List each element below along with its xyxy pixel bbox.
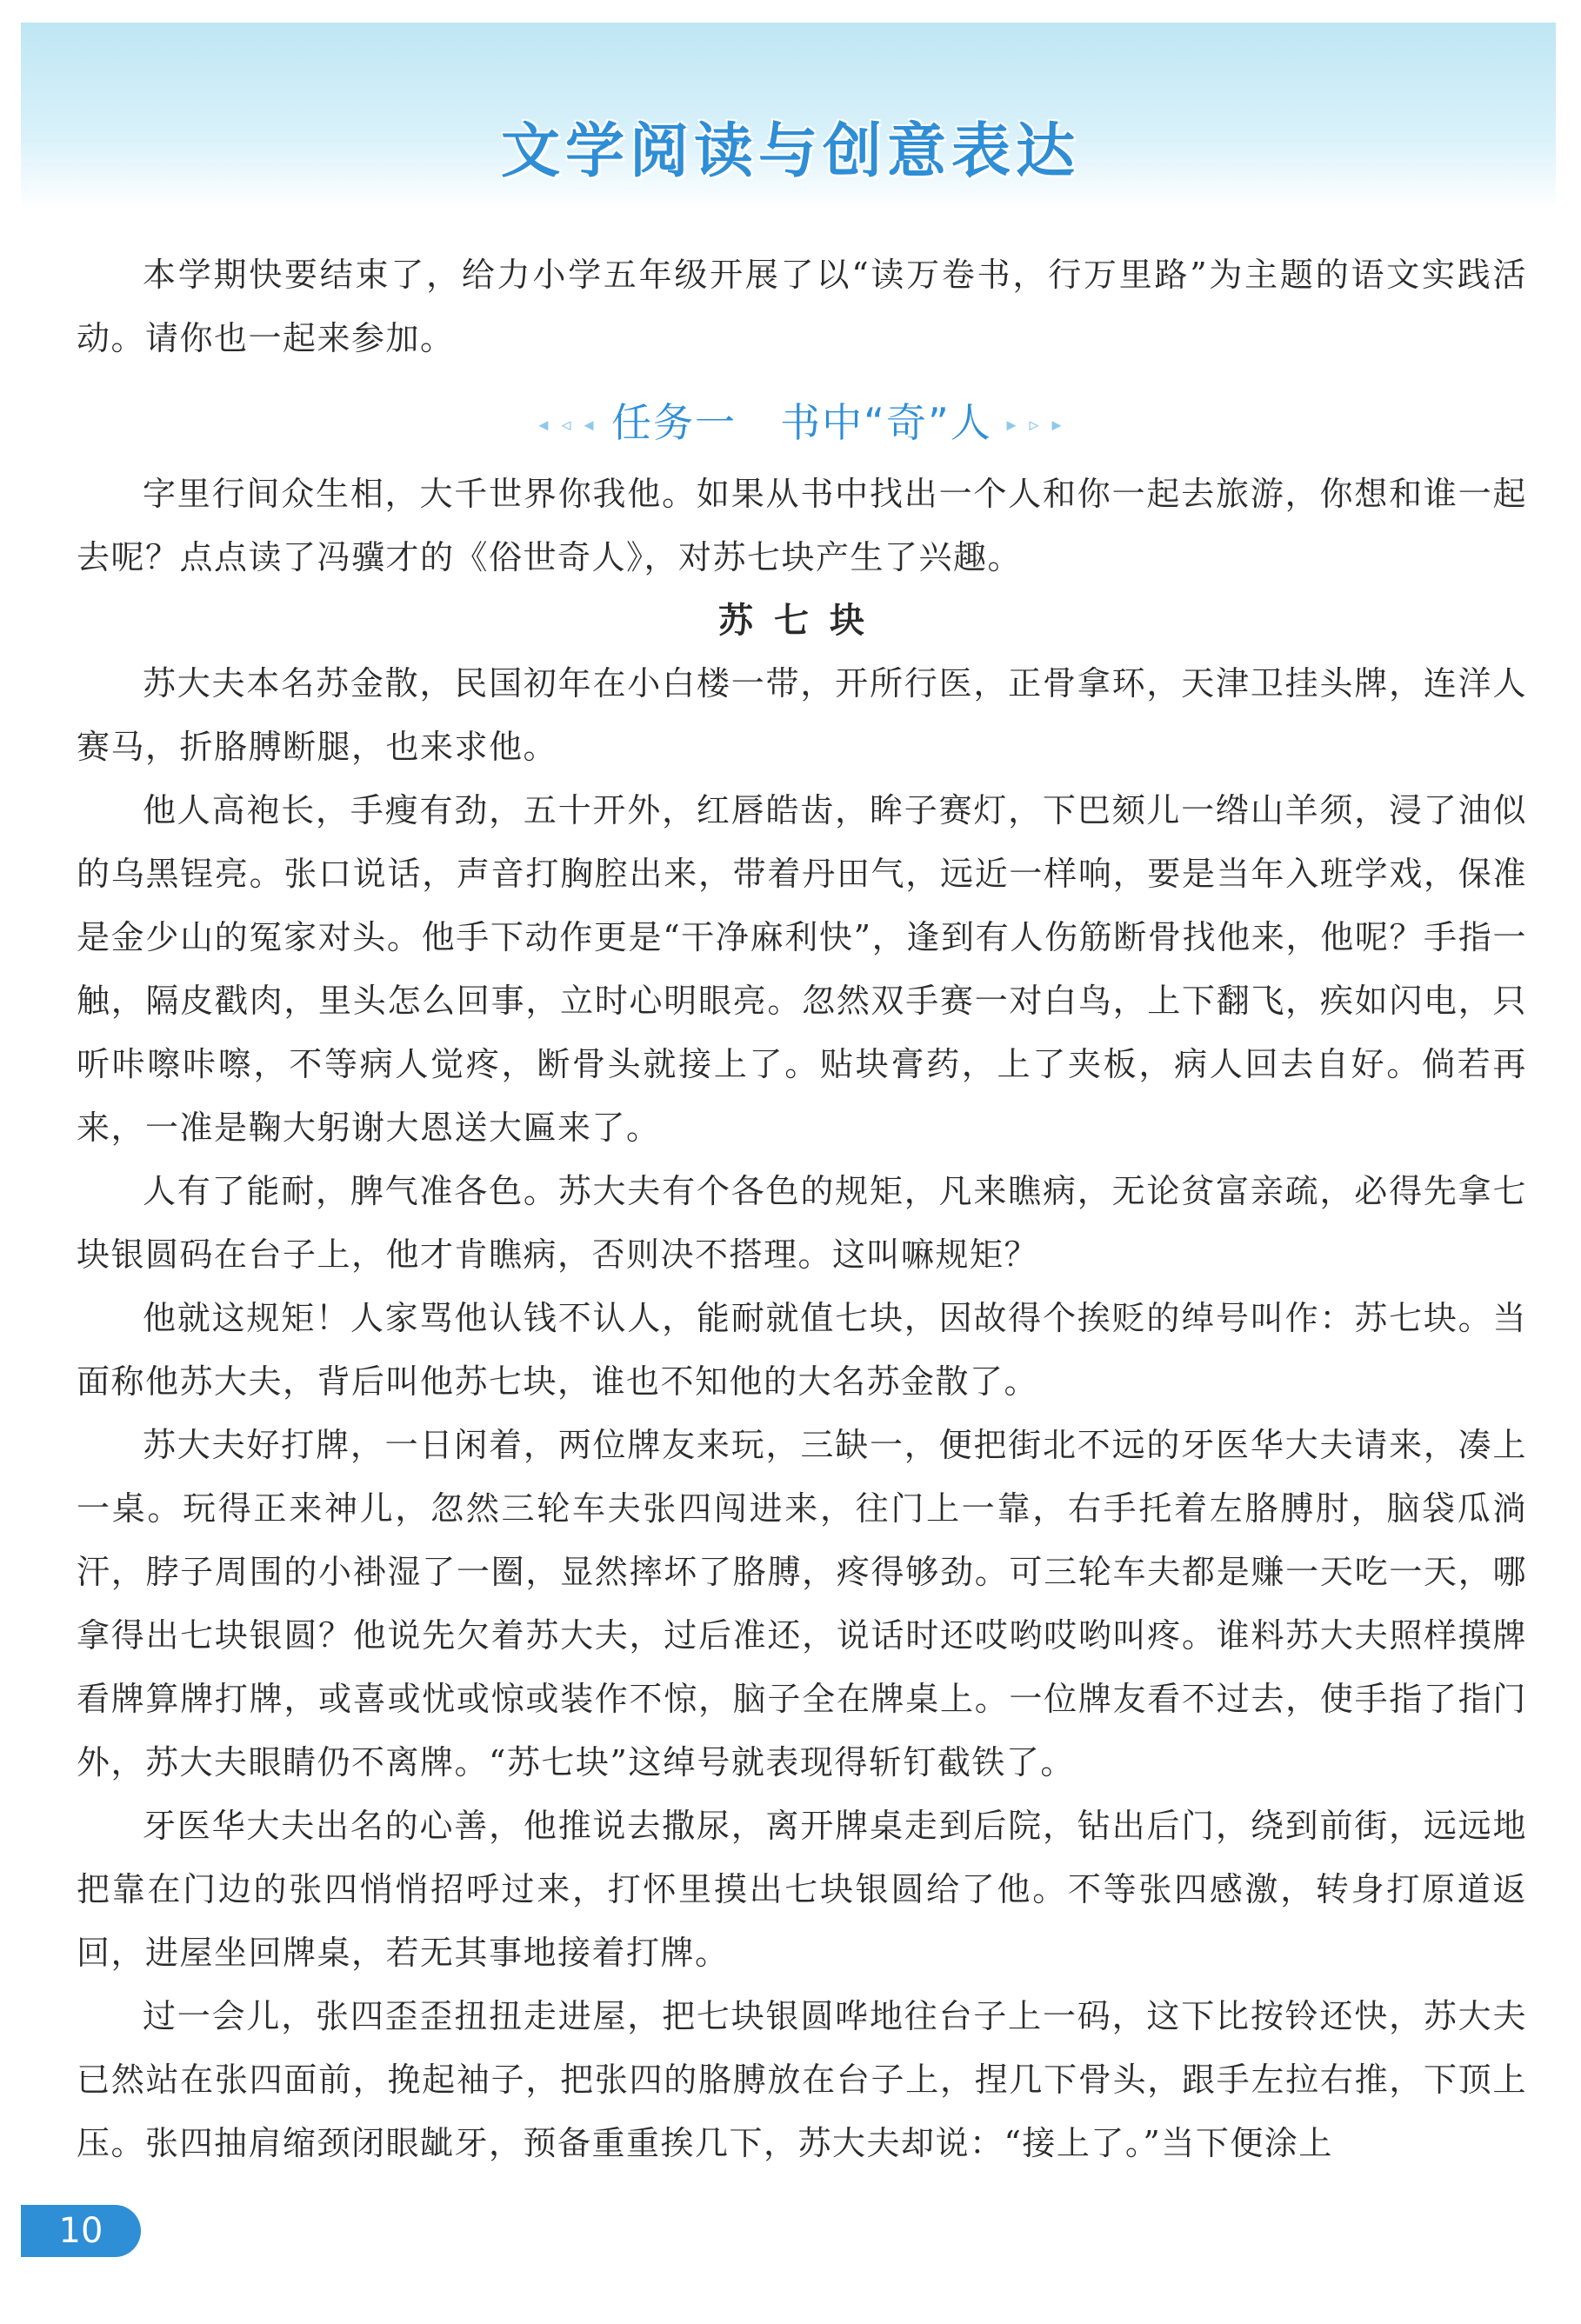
- left-arrows-icon: ◂ ◃ ◂: [538, 414, 597, 436]
- intro-paragraph: 本学期快要结束了，给力小学五年级开展了以“读万卷书，行万里路”为主题的语文实践活动。请你也一起来参加。: [77, 256, 1527, 357]
- task-intro-paragraph: 字里行间众生相，大千世界你我他。如果从书中找出一个人和你一起去旅游，你想和谁一起去呢？点点读了冯骥才的《俗世奇人》，对苏七块产生了兴趣。: [77, 475, 1527, 576]
- story-paragraph: 他就这规矩！人家骂他认钱不认人，能耐就值七块，因故得个挨贬的绰号叫作：苏七块。当面称他苏大夫，背后叫他苏七块，谁也不知他的大名苏金散了。: [77, 1299, 1527, 1401]
- story-paragraph: 牙医华大夫出名的心善，他推说去撒尿，离开牌桌走到后院，钻出后门，绕到前街，远远地把靠在门边的张四悄悄招呼过来，打怀里摸出七块银圆给了他。不等张四感激，转身打原道返回，进屋坐回牌桌，若无其事地接着打牌。: [77, 1807, 1527, 1972]
- story-title: 苏七块: [718, 601, 885, 641]
- story-paragraph: 他人高袍长，手瘦有劲，五十开外，红唇皓齿，眸子赛灯，下巴颏儿一绺山羊须，浸了油似的乌黑锃亮。张口说话，声音打胸腔出来，带着丹田气，远近一样响，要是当年入班学戏，保准是金少山的冤家对头。他手下动作更是“干净麻利快”，逢到有人伤筋断骨找他来，他呢？手指一触，隔皮戳肉，里头怎么回事，立时心明眼亮。忽然双手赛一对白鸟，上下翻飞，疾如闪电，只听咔嚓咔嚓，不等病人觉疼，断骨头就接上了。贴块膏药，上了夹板，病人回去自好。倘若再来，一准是鞠大躬谢大恩送大匾来了。: [77, 791, 1527, 1147]
- story-paragraph: 人有了能耐，脾气准各色。苏大夫有个各色的规矩，凡来瞧病，无论贫富亲疏，必得先拿七块银圆码在台子上，他才肯瞧病，否则决不搭理。这叫嘛规矩？: [77, 1172, 1527, 1274]
- story-paragraph: 苏大夫好打牌，一日闲着，两位牌友来玩，三缺一，便把街北不远的牙医华大夫请来，凑上一桌。玩得正来神儿，忽然三轮车夫张四闯进来，往门上一靠，右手托着左胳膊肘，脑袋瓜淌汗，脖子周围的小褂湿了一圈，显然摔坏了胳膊，疼得够劲。可三轮车夫都是赚一天吃一天，哪拿得出七块银圆？他说先欠着苏大夫，过后准还，说话时还哎哟哎哟叫疼。谁料苏大夫照样摸牌看牌算牌打牌，或喜或忧或惊或装作不惊，脑子全在牌桌上。一位牌友看不过去，使手指了指门外，苏大夫眼睛仍不离牌。“苏七块”这绰号就表现得斩钉截铁了。: [77, 1426, 1527, 1781]
- task-heading: [77, 383, 1527, 463]
- story-paragraph: 过一会儿，张四歪歪扭扭走进屋，把七块银圆哗地往台子上一码，这下比按铃还快，苏大夫已然站在张四面前，挽起袖子，把张四的胳膊放在台子上，捏几下骨头，跟手左拉右推，下顶上压。张四抽肩缩颈闭眼龇牙，预备重重挨几下，苏大夫却说：“接上了。”当下便涂上: [77, 1997, 1527, 2162]
- page-number: 10: [21, 2205, 141, 2257]
- content: [77, 243, 1527, 2175]
- task-title: 书中“奇”人: [780, 399, 992, 446]
- page-title: 文学阅读与创意表达: [500, 117, 1080, 186]
- right-arrows-icon: ▸ ▹ ▸: [1006, 414, 1065, 436]
- task-label: 任务一: [611, 399, 737, 446]
- story-paragraph: 苏大夫本名苏金散，民国初年在小白楼一带，开所行医，正骨拿环，天津卫挂头牌，连洋人赛马，折胳膊断腿，也来求他。: [77, 664, 1527, 766]
